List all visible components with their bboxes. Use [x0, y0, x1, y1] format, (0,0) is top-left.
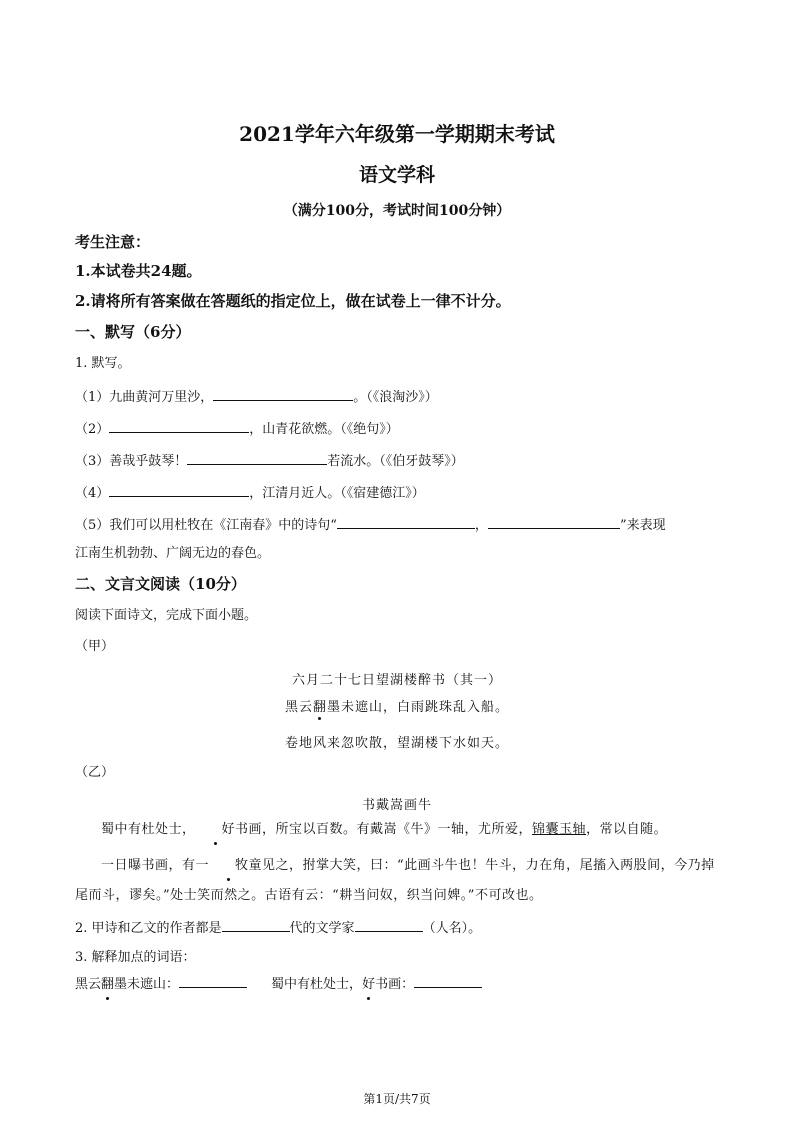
line5-pre: （5）我们可以用杜牧在《江南春》中的诗句“ — [75, 518, 337, 533]
dictation-line-2 — [75, 418, 730, 440]
line2-post: ，山青花欲燃。（《绝句》） — [249, 422, 399, 437]
prose-paragraph-2 — [75, 856, 730, 876]
score-note: （满分100分，考试时间100分钟） — [283, 203, 511, 219]
question-3-items — [75, 973, 730, 995]
dictation-line-3 — [75, 450, 730, 472]
answer-blank[interactable] — [222, 917, 290, 932]
q2-b: 代的文学家 — [289, 921, 355, 936]
q3-b1: 蜀中有杜处士， — [271, 977, 363, 992]
exam-title: 2021学年六年级第一学期期末考试 — [239, 122, 555, 146]
q3-a1: 黑云 — [75, 977, 102, 992]
poem-line-2: 卷地风来忽吹散，望湖楼下水如天。 — [284, 736, 509, 751]
answer-blank[interactable] — [414, 973, 482, 988]
line5-post: ”来表现 — [619, 518, 666, 533]
q2-a: 2. 甲诗和乙文的作者都是 — [75, 921, 222, 936]
dictation-line-1 — [75, 386, 730, 408]
prose-paragraph-2-cont: 尾而斗，谬矣。”处士笑而然之。古语有云：“耕当问奴，织当问婢。”不可改也。 — [75, 888, 543, 903]
notice-item-2: 2.请将所有答案做在答题纸的指定位上，做在试卷上一律不计分。 — [75, 292, 511, 310]
p1-b: 书画，所宝以百数。有戴嵩《牛》一轴，尤所爱， — [235, 822, 533, 837]
line5-mid: ， — [474, 518, 488, 533]
page-number: 第1页/共7页 — [363, 1092, 431, 1106]
line4-pre: （4） — [75, 486, 110, 501]
line2-pre: （2） — [75, 422, 110, 437]
p1-a: 蜀中有杜处士， — [101, 822, 196, 837]
answer-blank[interactable] — [488, 514, 620, 529]
dotted-char: 翻 — [313, 696, 327, 715]
dictation-line-4 — [75, 482, 730, 504]
dotted-char: 好 — [196, 820, 236, 840]
section2-heading: 二、文言文阅读（10分） — [75, 575, 246, 593]
p2-a: 一日曝书画，有一 — [101, 858, 210, 873]
underlined-phrase: 锦囊玉轴 — [532, 822, 587, 837]
label-jia: （甲） — [75, 639, 115, 654]
q2-c: （人名）。 — [422, 921, 482, 936]
q3-a2: 墨未遮山： — [114, 977, 180, 992]
answer-blank[interactable] — [213, 386, 353, 401]
poem-line1-a: 黑云 — [284, 700, 313, 715]
p2-b: 童见之，拊掌大笑，曰：“此画斗牛也！牛斗，力在角，尾搐入两股间，今乃掉 — [248, 858, 715, 873]
question-2 — [75, 917, 730, 939]
section1-heading: 一、默写（6分） — [75, 323, 191, 341]
line3-pre: （3）善哉乎鼓琴！ — [75, 454, 188, 469]
line1-pre: （1）九曲黄河万里沙， — [75, 390, 214, 405]
line4-post: ，江清月近人。（《宿建德江》） — [249, 486, 425, 501]
notice-heading: 考生注意： — [75, 233, 151, 251]
dotted-char: 翻 — [101, 975, 114, 995]
q1-label: 1. 默写。 — [75, 356, 131, 371]
answer-blank[interactable] — [187, 450, 327, 465]
dotted-char: 好 — [362, 975, 375, 995]
poem-line-1 — [0, 696, 794, 715]
dictation-line-5 — [75, 514, 730, 536]
poem-line1-b: 墨未遮山，白雨跳珠乱入船。 — [327, 700, 510, 715]
q3-b2: 书画： — [375, 977, 415, 992]
answer-blank[interactable] — [355, 917, 423, 932]
dotted-char: 牧 — [209, 856, 249, 876]
poem-title: 六月二十七日望湖楼醉书（其一） — [291, 673, 502, 688]
prose-paragraph-1 — [75, 820, 730, 840]
label-yi: （乙） — [75, 765, 115, 780]
answer-blank[interactable] — [337, 514, 475, 529]
notice-item-1: 1.本试卷共24题。 — [75, 262, 202, 280]
line3-post: 若流水。（《伯牙鼓琴》） — [327, 454, 464, 469]
answer-blank[interactable] — [109, 418, 249, 433]
answer-blank[interactable] — [109, 482, 249, 497]
question-3-label: 3. 解释加点的词语： — [75, 950, 196, 965]
line1-post: 。（《浪淘沙》） — [353, 390, 438, 405]
answer-blank[interactable] — [179, 973, 247, 988]
prose-title: 书戴嵩画牛 — [361, 798, 432, 813]
dictation-line-5-cont: 江南生机勃勃、广阔无边的春色。 — [75, 546, 271, 561]
p1-c: ，常以自随。 — [586, 822, 668, 837]
reading-instruction: 阅读下面诗文，完成下面小题。 — [75, 608, 258, 623]
subject-title: 语文学科 — [358, 164, 435, 186]
